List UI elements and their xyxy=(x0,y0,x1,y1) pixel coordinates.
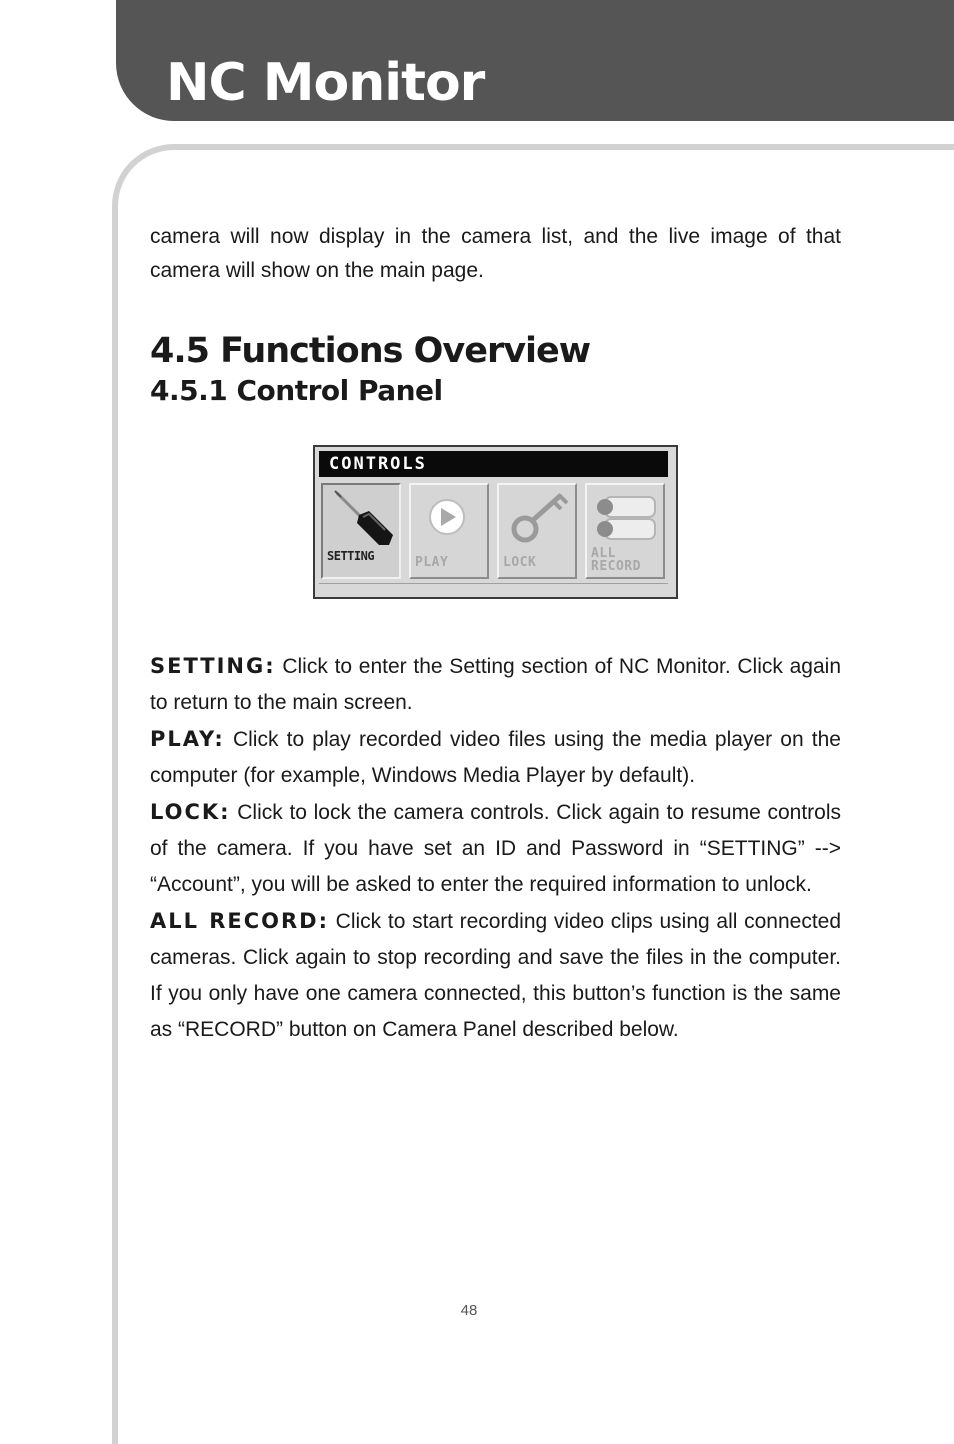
play-button-label: PLAY xyxy=(415,555,449,570)
lock-button-label: LOCK xyxy=(503,555,537,570)
header-bar xyxy=(116,0,954,121)
lock-description xyxy=(150,794,841,903)
intro-paragraph: camera will now display in the camera list, and the live image of that camera will show on the main page. xyxy=(150,225,841,282)
setting-button-label: SETTING xyxy=(327,549,375,563)
setting-term: SETTING: xyxy=(150,654,276,678)
main-content xyxy=(150,220,841,410)
all-record-text: Click to start recording video clips using all connected cameras. Click again to stop recording and save the files in the computer. If you only have one camera connected, this button’s function is the same as “RECORD” button on Camera Panel described below. xyxy=(150,910,842,1041)
page-number: 48 xyxy=(460,1302,478,1319)
setting-text: Click to enter the Setting section of NC Monitor. Click again to return to the main screen. xyxy=(150,655,841,714)
play-description xyxy=(150,721,841,794)
lock-button[interactable] xyxy=(497,483,577,579)
page-header-title: NC Monitor xyxy=(166,53,485,113)
cameras-icon xyxy=(587,489,663,547)
play-icon xyxy=(411,489,487,547)
section-title: 4.5 Functions Overview xyxy=(150,331,591,371)
play-text: Click to play recorded video files using the media player on the computer (for example, Windows Media Player by default). xyxy=(150,728,841,787)
screwdriver-icon xyxy=(323,489,399,547)
controls-panel-title: CONTROLS xyxy=(319,451,668,477)
function-descriptions xyxy=(150,648,841,1048)
all-record-term: ALL RECORD: xyxy=(150,909,329,933)
controls-panel xyxy=(313,445,678,599)
all-record-description xyxy=(150,903,841,1048)
key-icon xyxy=(499,489,575,547)
subsection-title: 4.5.1 Control Panel xyxy=(150,374,443,407)
setting-button[interactable] xyxy=(321,483,401,579)
all-record-button-label: ALL RECORD xyxy=(591,546,641,574)
setting-description xyxy=(150,648,841,721)
all-record-button[interactable] xyxy=(585,483,665,579)
play-button[interactable] xyxy=(409,483,489,579)
play-term: PLAY: xyxy=(150,727,225,751)
lock-term: LOCK: xyxy=(150,800,231,824)
lock-text: Click to lock the camera controls. Click again to resume controls of the camera. If you have set an ID and Password in “SETTING” --> “Account”, you will be asked to enter the required information to unlock. xyxy=(150,801,841,896)
panel-divider xyxy=(319,583,668,584)
